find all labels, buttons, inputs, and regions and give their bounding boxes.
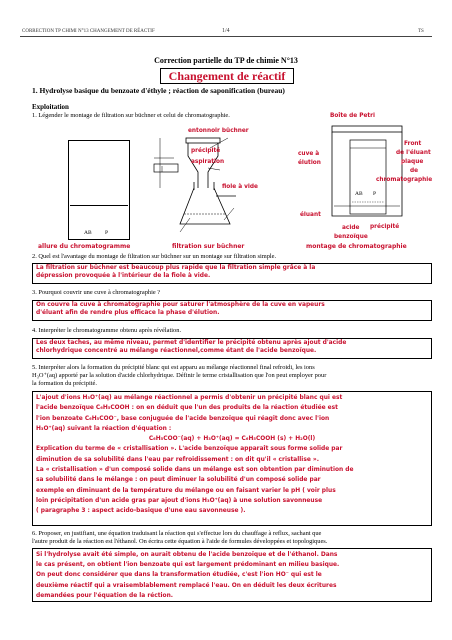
answer-5-line-2: l'acide benzoïque C₆H₅COOH : on en déduit que l'un des produits de la réaction étudiée est <box>36 405 338 412</box>
answer-4-line-1: Les deux taches, au même niveau, permet d'identifier le précipité obtenu après ajout d'acide <box>36 340 347 346</box>
answer-5-equation: C₆H₅COO⁻(aq) + H₃O⁺(aq) = C₆H₅COOH (s) + H₂O(l) <box>148 436 316 443</box>
label-aspiration: aspiration <box>191 159 225 165</box>
chromatogram-plate <box>68 140 130 240</box>
label-de: de <box>410 168 419 174</box>
question-6 <box>32 530 327 546</box>
question-6-line-1: 6. Proposer, en justifiant, une équation traduisant la réaction qui s'effectue lors du chauffage à reflux, sachant que <box>32 530 322 537</box>
caption-filtration: filtration sur büchner <box>172 243 245 250</box>
running-header: CORRECTION TP CHIMI N°13 CHANGEMENT DE RÉACTIF <box>22 29 155 34</box>
question-6-line-2: l'autre produit de la réaction est l'éthanol. On écrira cette équation à l'aide de formules développées et topologiques. <box>32 538 328 546</box>
answer-5 <box>32 391 432 526</box>
question-2: 2. Quel est l'avantage du montage de filtration sur büchner sur un montage sur filtration simple. <box>32 253 277 260</box>
answer-4-line-2: chlorhydrique concentré au mélange réactionnel,comme étant de l'acide benzoïque. <box>36 347 317 354</box>
answer-5-line-1: L'ajout d'ions H₃O⁺(aq) au mélange réactionnel a permis d'obtenir un précipité blanc qui est <box>36 395 343 401</box>
label-precipite-2: précipité <box>370 224 400 230</box>
label-elution: élution <box>298 160 321 166</box>
page-title: Correction partielle du TP de chimie N°13 <box>154 56 298 65</box>
answer-5-line-7: diminution de sa solubilité dans l'eau par refroidissement : on dit qu'il « cristallise ». <box>36 456 319 463</box>
answer-5-line-10: exemple en diminuant de la température du mélange ou en faisant varier le pH ( voir plus <box>36 487 336 494</box>
page-number: 1/4 <box>222 28 230 34</box>
header-rule <box>20 36 432 37</box>
question-1: 1. Légender le montage de filtration sur büchner et celui de chromatographie. <box>32 112 230 119</box>
front-line-1: Front <box>404 141 422 147</box>
question-5-line-1: 5. Interpréter alors la formation du précipité blanc qui est apparu au mélange réactionnel final refroidi, les ions <box>32 364 315 371</box>
answer-2 <box>32 263 432 284</box>
caption-chromatogramme: allure du chromatogramme <box>38 243 131 250</box>
chromatography-tank <box>318 116 418 226</box>
tank-label-p: P <box>373 191 377 197</box>
answer-4 <box>32 338 432 359</box>
header-right: TS <box>418 29 424 34</box>
tank-label-ab: AB <box>355 191 363 197</box>
label-eluant: éluant <box>300 212 321 218</box>
answer-6-line-2: le cas présent, on obtient l'ion benzoate qui est largement prédominant en milieu basique. <box>36 562 340 569</box>
answer-6 <box>32 548 432 602</box>
label-plaque: plaque <box>401 159 424 165</box>
label-p: P <box>105 230 109 236</box>
question-5-line-3: la formation du précipité. <box>32 380 97 388</box>
label-cuve: cuve à <box>298 151 320 157</box>
label-front <box>404 140 421 149</box>
answer-3 <box>32 300 432 321</box>
caption-montage: montage de chromatographie <box>306 243 407 250</box>
label-entonnoir: entonnoir büchner <box>188 128 249 134</box>
question-4: 4. Interpréter le chromatogramme obtenu après révélation. <box>32 327 182 334</box>
label-precipite: précipité <box>191 148 221 154</box>
question-5 <box>32 364 326 389</box>
answer-6-line-3: On peut donc considérer que dans la transformation étudiée, c'est l'ion HO⁻ qui est le <box>36 572 322 579</box>
label-benzoique: benzoïque <box>334 234 368 240</box>
question-3: 3. Pourquoi couvrir une cuve à chromatographie ? <box>32 289 161 296</box>
question-5-line-2: H₃O⁺(aq) apporté par la solution d'acide chlorhydrique. Définir le terme cristallisation que l'on peut employer pour <box>32 372 327 380</box>
answer-5-line-3: l'ion benzoate C₆H₅COO⁻, base conjuguée de l'acide benzoïque qui réagit donc avec l'ion <box>36 415 330 422</box>
answer-3-line-2: d'éluant afin de rendre plus efficace la phase d'élution. <box>36 309 220 316</box>
answer-6-line-1: Si l'hydrolyse avait été simple, on aurait obtenu de l'acide benzoïque et de l'éthanol. Dans <box>36 552 338 558</box>
answer-5-line-8: La « cristallisation » d'un composé solide dans un mélange est son obtention par diminution de <box>36 467 354 474</box>
section-heading: 1. Hydrolyse basique du benzoate d'éthyle ; réaction de saponification (bureau) <box>32 86 285 95</box>
answer-2-line-2: dépression provoquée à l'intérieur de la fiole à vide. <box>36 272 211 279</box>
label-eluant-front: de l'éluant <box>396 150 431 156</box>
answer-6-line-5: demandées pour l'équation de la réction. <box>36 592 174 599</box>
answer-3-line-1: On couvre la cuve à chromatographie pour saturer l'atmosphère de la cuve en vapeurs <box>36 302 325 308</box>
answer-5-line-9: sa solubilité dans le mélange : on peut diminuer la solubilité d'un composé solide par <box>36 477 321 484</box>
deposit-line <box>70 205 128 206</box>
answer-5-line-6: Explication du terme de « cristallisation ». L'acide benzoïque apparaît sous forme solide par <box>36 446 343 453</box>
label-boite: Boîte de Petri <box>330 113 376 119</box>
label-chromatographie: chromatographie <box>376 177 433 183</box>
answer-2-line-1: La filtration sur büchner est beaucoup plus rapide que la filtration simple grâce à la <box>36 265 316 271</box>
exploitation-heading: Exploitation <box>32 103 69 111</box>
answer-5-line-4: H₃O⁺(aq) suivant la réaction d'équation : <box>36 425 172 432</box>
label-ab: AB <box>84 230 92 236</box>
answer-5-line-11: loin précipitation d'un acide gras par ajout d'ions H₃O⁺(aq) à une solution savonneuse <box>36 497 323 504</box>
answer-5-line-12: ( paragraphe 3 : aspect acido-basique d'une eau savonneuse ). <box>36 508 246 515</box>
label-acide: acide <box>342 225 360 231</box>
page-subtitle: Changement de réactif <box>160 68 294 84</box>
label-fiole: fiole à vide <box>222 184 258 190</box>
answer-6-line-4: deuxième réactif qui a vraisemblablement remplacé l'eau. On en déduit les deux écritures <box>36 582 337 589</box>
